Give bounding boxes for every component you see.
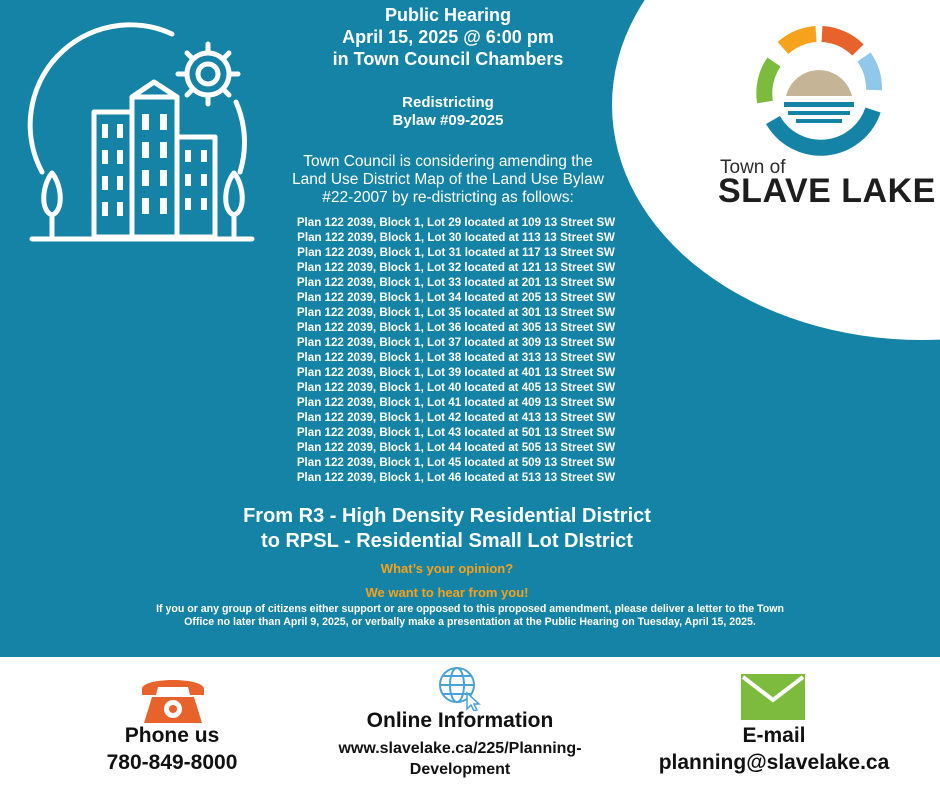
gear-icon (178, 44, 238, 104)
phone-title: Phone us (124, 724, 220, 747)
intro-paragraph (248, 153, 648, 207)
redistricting-summary (147, 504, 747, 554)
hearing-location: in Town Council Chambers (332, 49, 564, 69)
phone-number-link[interactable]: 780-849-8000 (106, 751, 238, 774)
intro-line-1: Town Council is considering amending the (303, 153, 593, 170)
lot-item: Plan 122 2039, Block 1, Lot 42 located at 413 13 Street SW (296, 411, 616, 424)
online-url-line-1[interactable]: www.slavelake.ca/225/Planning- (338, 740, 582, 757)
email-address-link[interactable]: planning@slavelake.ca (658, 751, 890, 774)
lot-item: Plan 122 2039, Block 1, Lot 32 located at 121 13 Street SW (296, 261, 616, 274)
opinion-question: What’s your opinion? (380, 561, 514, 576)
globe-cursor-icon (437, 665, 483, 711)
lot-item: Plan 122 2039, Block 1, Lot 45 located at 509 13 Street SW (296, 456, 616, 469)
lot-item: Plan 122 2039, Block 1, Lot 36 located at 305 13 Street SW (296, 321, 616, 334)
intro-line-3: #22-2007 by re-districting as follows: (322, 189, 574, 206)
bylaw-line-2: Bylaw #09-2025 (392, 112, 504, 129)
bylaw-line-1: Redistricting (402, 94, 494, 111)
lot-item: Plan 122 2039, Block 1, Lot 44 located at 505 13 Street SW (296, 441, 616, 454)
lot-item: Plan 122 2039, Block 1, Lot 46 located at 513 13 Street SW (296, 471, 616, 484)
email-title: E-mail (742, 724, 806, 747)
to-district: to RPSL - Residential Small Lot DIstrict (261, 530, 633, 552)
lot-item: Plan 122 2039, Block 1, Lot 40 located at 405 13 Street SW (296, 381, 616, 394)
lot-item: Plan 122 2039, Block 1, Lot 30 located at 113 13 Street SW (297, 231, 615, 244)
online-url-link[interactable] (290, 738, 630, 780)
submission-note: If you or any group of citizens either support or are opposed to this proposed amendment, please deliver a letter to the Town Office no later than April 9, 2025, or verbally make a presentation at the Public Hearing on Tuesday, April 15, 2025. (156, 603, 784, 628)
town-buildings-illustration (22, 22, 262, 252)
telephone-icon (138, 673, 208, 725)
envelope-icon (741, 674, 805, 720)
bylaw-heading (248, 94, 648, 130)
intro-line-2: Land Use District Map of the Land Use Bylaw (292, 171, 604, 188)
lot-item: Plan 122 2039, Block 1, Lot 37 located at 309 13 Street SW (296, 336, 616, 349)
lot-item: Plan 122 2039, Block 1, Lot 38 located at 313 13 Street SW (296, 351, 616, 364)
lot-item: Plan 122 2039, Block 1, Lot 31 located at 117 13 Street SW (297, 246, 615, 259)
lot-item: Plan 122 2039, Block 1, Lot 43 located at 501 13 Street SW (296, 426, 616, 439)
hearing-title: Public Hearing (384, 5, 512, 25)
online-url-line-2[interactable]: Development (409, 761, 511, 778)
online-title: Online Information (366, 709, 554, 732)
town-logo (748, 20, 888, 160)
lot-item: Plan 122 2039, Block 1, Lot 41 located at 409 13 Street SW (296, 396, 616, 409)
brand-name: SLAVE LAKE (718, 172, 936, 210)
lot-list (256, 215, 656, 485)
lot-item: Plan 122 2039, Block 1, Lot 29 located at 109 13 Street SW (296, 216, 616, 229)
lot-item: Plan 122 2039, Block 1, Lot 35 located at 301 13 Street SW (296, 306, 616, 319)
hearing-date: April 15, 2025 @ 6:00 pm (342, 27, 554, 47)
lot-item: Plan 122 2039, Block 1, Lot 39 located at 401 13 Street SW (296, 366, 616, 379)
opinion-call: We want to hear from you! (365, 585, 529, 600)
lot-item: Plan 122 2039, Block 1, Lot 34 located at 205 13 Street SW (296, 291, 616, 304)
from-district: From R3 - High Density Residential District (243, 505, 651, 527)
brand-town-of: Town of (720, 157, 786, 178)
hearing-details (248, 4, 648, 70)
lot-item: Plan 122 2039, Block 1, Lot 33 located at 201 13 Street SW (296, 276, 616, 289)
